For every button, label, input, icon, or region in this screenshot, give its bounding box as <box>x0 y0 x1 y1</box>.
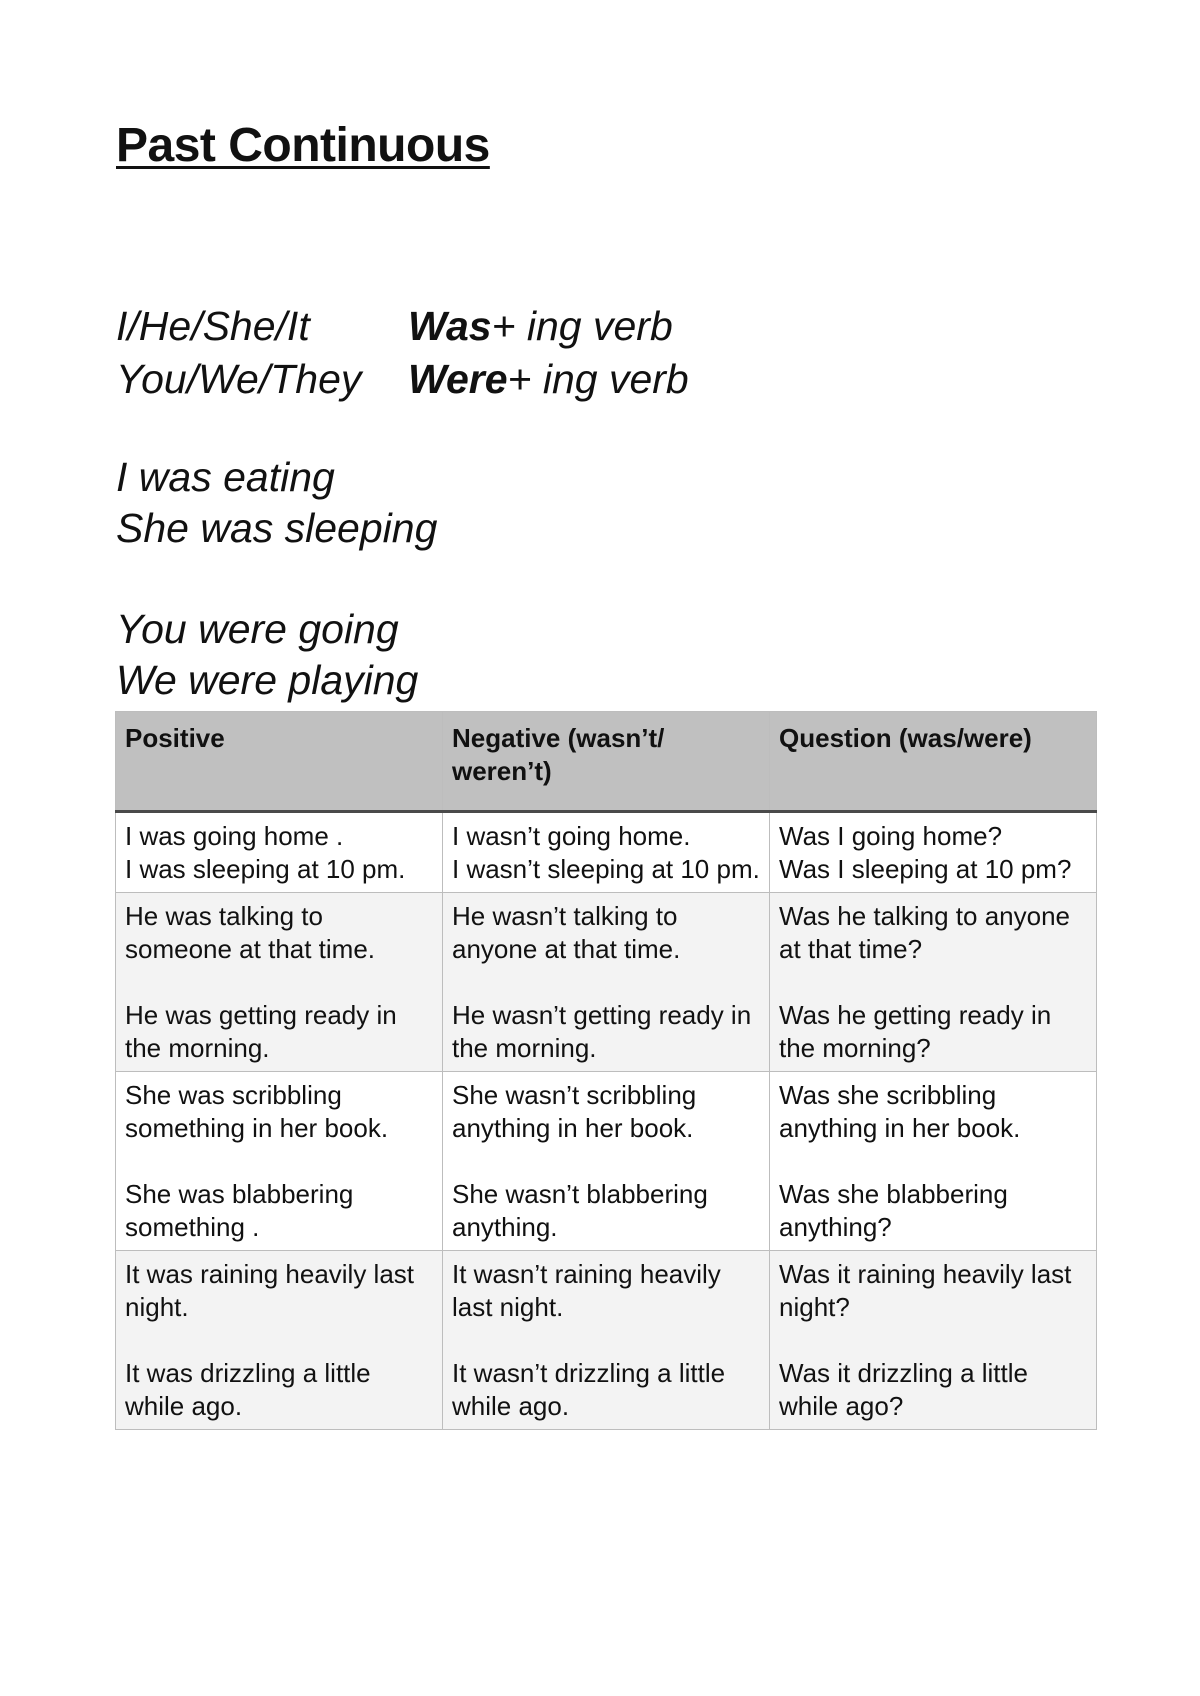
formula-auxiliary: Was <box>408 303 492 349</box>
example-sentence: I was eating <box>116 454 335 500</box>
table-row <box>116 893 1097 1072</box>
table-cell: He was talking to someone at that time. He was getting ready in the morning. <box>116 893 443 1072</box>
example-sentence: We were playing <box>116 657 419 703</box>
table-row <box>116 1251 1097 1430</box>
column-header-positive: Positive <box>116 712 443 812</box>
examples-singular <box>116 452 437 554</box>
formula-rest: + ing verb <box>507 356 689 402</box>
examples-plural <box>116 604 418 706</box>
formula-row-plural <box>116 353 689 406</box>
column-header-question: Question (was/were) <box>770 712 1097 812</box>
formula-block <box>116 300 689 406</box>
table-cell: Was I going home? Was I sleeping at 10 pm? <box>770 812 1097 893</box>
example-sentence: You were going <box>116 606 399 652</box>
table-cell: It wasn’t raining heavily last night. It wasn’t drizzling a little while ago. <box>443 1251 770 1430</box>
table-cell: I was going home . I was sleeping at 10 pm. <box>116 812 443 893</box>
table-row <box>116 812 1097 893</box>
table-cell: I wasn’t going home. I wasn’t sleeping at 10 pm. <box>443 812 770 893</box>
example-sentence: She was sleeping <box>116 505 438 551</box>
table-row <box>116 1072 1097 1251</box>
table-cell: Was he talking to anyone at that time? Was he getting ready in the morning? <box>770 893 1097 1072</box>
table-cell: Was it raining heavily last night? Was it drizzling a little while ago? <box>770 1251 1097 1430</box>
formula-rest: + ing verb <box>491 303 673 349</box>
table-cell: She wasn’t scribbling anything in her book. She wasn’t blabbering anything. <box>443 1072 770 1251</box>
formula-auxiliary: Were <box>408 356 508 402</box>
table-cell: It was raining heavily last night. It was drizzling a little while ago. <box>116 1251 443 1430</box>
formula-subject: I/He/She/It <box>116 303 310 349</box>
table-header-row <box>116 712 1097 812</box>
column-header-negative: Negative (wasn’t/ weren’t) <box>443 712 770 812</box>
formula-row-singular <box>116 300 689 353</box>
table-cell: Was she scribbling anything in her book. Was she blabbering anything? <box>770 1072 1097 1251</box>
page-title: Past Continuous <box>116 119 490 172</box>
grammar-table <box>115 711 1097 1430</box>
table-cell: She was scribbling something in her book. She was blabbering something . <box>116 1072 443 1251</box>
table-cell: He wasn’t talking to anyone at that time. He wasn’t getting ready in the morning. <box>443 893 770 1072</box>
formula-subject: You/We/They <box>116 356 362 402</box>
